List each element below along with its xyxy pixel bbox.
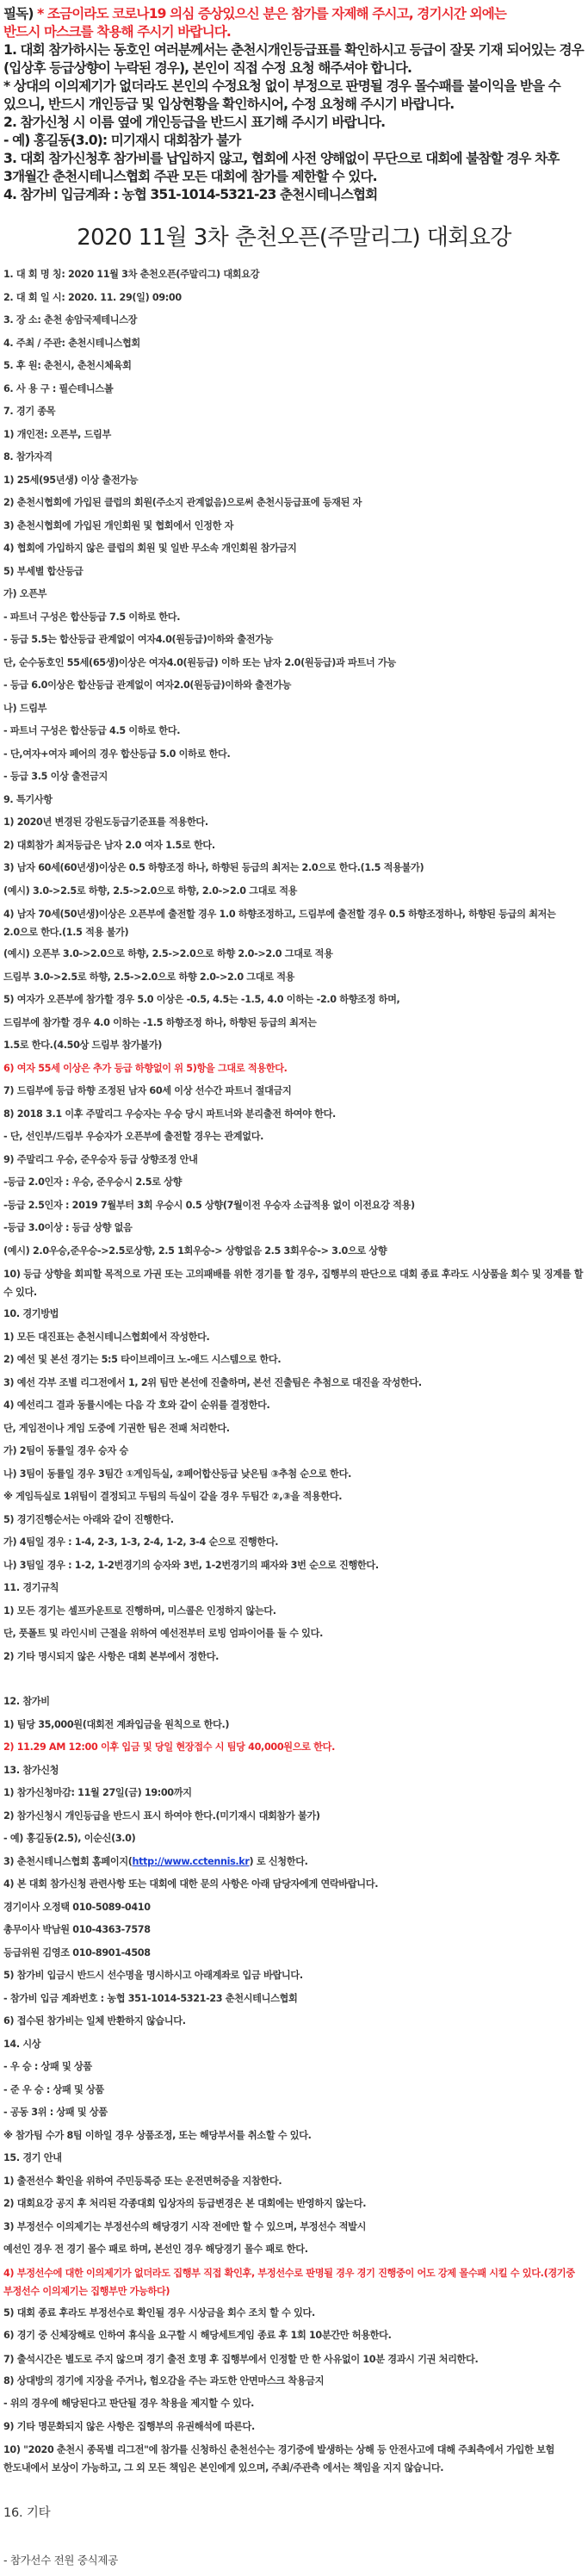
- body-line: [3, 835, 585, 858]
- body-line-text: 1) 참가신청마감: 11월 27일(금) 19:00까지: [3, 1787, 192, 1798]
- body-line-text: 가) 4팀일 경우 : 1-4, 2-3, 1-3, 2-4, 1-2, 3-4 순으로 진행한다.: [3, 1536, 279, 1548]
- body-line: [3, 1149, 585, 1172]
- body-line-text: 9) 주말리그 우승, 준우승자 등급 상향조정 안내: [3, 1153, 198, 1165]
- body-line-text: 4. 주최 / 주관: 춘천시테니스협회: [3, 337, 140, 349]
- body-line-text: 4) 예선리그 결과 동률시에는 다음 각 호와 같이 순위를 결정한다.: [3, 1400, 270, 1411]
- body-line-text: 13. 참가신청: [3, 1764, 59, 1776]
- body-line: [3, 2147, 585, 2170]
- body-line: [3, 1531, 585, 1555]
- body-line: [3, 2056, 585, 2079]
- body-line: [3, 1555, 585, 1578]
- notice-para-3: 2. 참가신청 시 이름 옆에 개인등급을 반드시 표기해 주시기 바랍니다.: [3, 115, 386, 130]
- body-line: [3, 1058, 585, 1081]
- body-line-text: - 파트너 구성은 합산등급 7.5 이하로 한다.: [3, 611, 181, 623]
- body-line: [3, 1303, 585, 1326]
- notice-warning: * 조금이라도 코로나19 의심 증상있으신 분은 참가를 자제해 주시고, 경기시간 외에는: [33, 6, 506, 22]
- body-line-text: - 우 승 : 상패 및 상품: [3, 2061, 92, 2072]
- body-line: [3, 1217, 585, 1240]
- body-line-text: 나) 드림부: [3, 702, 47, 714]
- body-line: [3, 1714, 585, 1737]
- body-line-text: 4) 협회에 가입하지 않은 클럽의 회원 및 일반 무소속 개인회원 참가금지: [3, 543, 297, 554]
- body-line: [3, 2325, 585, 2348]
- body-line: [3, 264, 585, 287]
- body-line-text: 3) 예선 각부 조별 리그전에서 1, 2위 팀만 본선에 진출하며, 본선 진출팀은 추첨으로 대진을 작성한다.: [3, 1376, 422, 1388]
- body-line: [3, 903, 585, 943]
- notice-line-2: 반드시 마스크를 착용해 주시기 바랍니다.: [3, 24, 231, 40]
- notice-para-1: 1. 대회 참가하시는 동호인 여러분께서는 춘천시개인등급표를 확인하시고 등급이 잘못 기재 되어있는 경우(입상후 등급상향이 누락된 경우), 본인이 직접 수정 요청 해주셔야 합니다.: [3, 42, 584, 76]
- body-line-text: 6) 경기 중 신체장해로 인하여 휴식을 요구할 시 해당세트게임 종료 후 1회 10분간만 허용한다.: [3, 2330, 392, 2341]
- body-line: [3, 1691, 585, 1714]
- body-line-text: 3) 부정선수 이의제기는 부정선수의 해당경기 시작 전에만 할 수 있으며, 부정선수 적발시: [3, 2220, 367, 2232]
- notice-para-5: 3. 대회 참가신청후 참가비를 납입하지 않고, 협회에 사전 양해없이 무단으로 대회에 불참할 경우 차후 3개월간 춘천시테니스협회 주관 모든 대회에 참가를 제한할 수 있다.: [3, 151, 563, 184]
- body-line-text: 6. 사 용 구 : 필슨테니스볼: [3, 382, 114, 394]
- body-line: [3, 2033, 585, 2057]
- body-line: [3, 583, 585, 606]
- body-line: [3, 355, 585, 378]
- body-line-text: (예시) 3.0->2.5로 하향, 2.5->2.0으로 하향, 2.0->2.0 그대로 적용: [3, 885, 298, 897]
- footer-note: - 참가선수 전원 중식제공: [3, 2554, 118, 2567]
- body-line: [3, 943, 585, 966]
- body-line-text: 9. 특기사항: [3, 793, 53, 805]
- body-line: [3, 2393, 585, 2416]
- body-line: [3, 2010, 585, 2033]
- body-line: [3, 1736, 585, 1760]
- body-line-text: 예선인 경우 전 경기 몰수 패로 하며, 본선인 경우 해당경기 몰수 패로 한다.: [3, 2244, 308, 2255]
- body-line-text: 2) 춘천시협회에 가입된 클럽의 회원(주소지 관계없음)으로써 춘천시등급표에 등재된 자: [3, 497, 362, 508]
- body-line-text: 2) 참가신청시 개인등급을 반드시 표시 하여야 한다.(미기재시 대회참가 불가): [3, 1809, 320, 1822]
- body-line: [3, 2370, 585, 2393]
- body-line: [3, 1103, 585, 1127]
- body-line: [3, 1080, 585, 1103]
- body-line-text: 나) 3팀이 동률일 경우 3팀간 ①게임득실, ②페어합산등급 낮은팀 ③추첨 순으로 한다.: [3, 1468, 351, 1480]
- notice-line-1: [3, 5, 585, 23]
- body-line-text: 경기이사 오정택 010-5089-0410: [3, 1901, 151, 1913]
- body-line-text: 5) 여자가 오픈부에 참가할 경우 5.0 이상은 -0.5, 4.5는 -1.5, 4.0 이하는 -2.0 하향조정 하며,: [3, 994, 400, 1005]
- body-line-text: 3) 춘천시테니스협회 홈페이지(: [3, 1855, 133, 1867]
- body-line-text: 1) 팀당 35,000원(대회전 계좌입금을 원칙으로 한다.): [3, 1718, 230, 1730]
- notice-prefix: 필독): [3, 6, 34, 22]
- body-line-text: ※ 참가팀 수가 8팀 이하일 경우 상품조정, 또는 해당부서를 취소할 수 있다.: [3, 2129, 312, 2141]
- body-line: [3, 606, 585, 630]
- body-line: [3, 2193, 585, 2216]
- body-line-text: - 등급 3.5 이상 출전금지: [3, 771, 108, 782]
- body-line-text: 1. 대 회 명 칭: 2020 11월 3차 춘천오픈(주말리그) 대회요강: [3, 269, 260, 280]
- body-line-text: 단, 풋폴트 및 라인시비 근절을 위하여 예선전부터 로빙 엄파이어를 둘 수 있다.: [3, 1628, 323, 1639]
- body-line: [3, 309, 585, 332]
- body-line-text: 1) 모든 경기는 셀프카운트로 진행하며, 미스콜은 인정하지 않는다.: [3, 1605, 276, 1617]
- body-line-text: 2) 대회요강 공지 후 처리된 각종대회 입상자의 등급변경은 본 대회에는 반영하지 않는다.: [3, 2198, 367, 2209]
- body-line-text: (예시) 2.0우승,준우승->2.5로상향, 2.5 1회우승-> 상향없음 2.5 3회우승-> 3.0으로 상향: [3, 1245, 387, 1257]
- body-line-text: 7. 경기 종목: [3, 406, 56, 417]
- body-line-text: 6) 여자 55세 이상은 추가 등급 하향없이 위 5)항을 그대로 적용한다.: [3, 1062, 288, 1074]
- document-body: [3, 264, 585, 2479]
- body-line: [3, 1418, 585, 1441]
- body-line: [3, 1440, 585, 1463]
- body-line: [3, 1965, 585, 1988]
- body-line-text: 4) 본 대회 참가신청 관련사항 또는 대회에 대한 문의 사항은 아래 담당자에게 연락바랍니다.: [3, 1878, 379, 1890]
- body-line-text: - 준 우 승 : 상패 및 상품: [3, 2083, 104, 2095]
- body-line: [3, 537, 585, 561]
- body-line-text: 10) 등급 상향을 회피할 목적으로 가권 또는 고의패배를 위한 경기를 할 경우, 집행부의 판단으로 대회 종료 후라도 시상품을 회수 및 징계를 할 수 있다.: [3, 1269, 584, 1298]
- page-title: 2020 11월 3차 춘천오픈(주말리그) 대회요강: [77, 225, 511, 251]
- body-line-text: 5) 부세별 합산등급: [3, 565, 84, 577]
- body-line: [3, 1782, 585, 1805]
- body-line: [3, 1623, 585, 1646]
- body-line: [3, 1326, 585, 1350]
- body-line: [3, 1195, 585, 1218]
- body-line: [3, 469, 585, 493]
- body-line-text: 2. 대 회 일 시: 2020. 11. 29(일) 09:00: [3, 291, 182, 303]
- body-line: [3, 1828, 585, 1851]
- body-line: [3, 652, 585, 675]
- body-line: [3, 629, 585, 652]
- body-line: [3, 811, 585, 835]
- body-line: [3, 2079, 585, 2102]
- body-line-text: 8) 상대방의 경기에 지장을 주거나, 험오감을 주는 과도한 안면마스크 착용금지: [3, 2374, 325, 2387]
- body-line: [3, 515, 585, 538]
- body-line: [3, 2302, 585, 2325]
- body-line-text: 15. 경기 안내: [3, 2152, 62, 2163]
- body-line-text: 5) 대회 종료 후라도 부정선수로 확인될 경우 시상금을 회수 조치 할 수 있다.: [3, 2306, 315, 2318]
- body-line: [3, 2238, 585, 2262]
- body-line: [3, 1263, 585, 1303]
- body-line: [3, 1240, 585, 1263]
- body-line: [3, 424, 585, 447]
- notice-para-6: 4. 참가비 입금계좌 : 농협 351-1014-5321-23 춘천시테니스협회: [3, 187, 378, 202]
- body-line-text: 7) 출석시간은 별도로 주지 않으며 경기 출전 호명 후 집행부에서 인정할 만 한 사유없이 10분 경과시 기권 처리한다.: [3, 2353, 479, 2365]
- body-line-text: 5) 참가비 입금시 반드시 선수명을 명시하시고 아래계좌로 입금 바랍니다.: [3, 1970, 303, 1981]
- body-line-text: 8) 2018 3.1 이후 주말리그 우승자는 우승 당시 파트너와 분리출전 하여야 한다.: [3, 1108, 336, 1120]
- body-line: [3, 287, 585, 310]
- body-line: [3, 2348, 585, 2370]
- body-line-text: 2) 11.29 AM 12:00 이후 입금 및 당일 현장접수 시 팀당 40,000원으로 한다.: [3, 1741, 335, 1753]
- body-line-text: 드림부에 참가할 경우 4.0 이하는 -1.5 하향조정 하나, 하향된 등급의 최저는: [3, 1016, 317, 1028]
- body-line: [3, 789, 585, 812]
- body-line: [3, 880, 585, 903]
- body-line-text: -등급 2.0인자 : 우승, 준우승시 2.5로 상향: [3, 1176, 183, 1188]
- body-line-text: 8. 참가자격: [3, 451, 53, 462]
- body-line: [3, 1509, 585, 1532]
- body-line-text: 1) 개인전: 오픈부, 드림부: [3, 428, 111, 440]
- body-line: [3, 1577, 585, 1600]
- body-line: [3, 1349, 585, 1372]
- body-line: [3, 1646, 585, 1669]
- body-line-text: 가) 2팀이 동률일 경우 승자 승: [3, 1445, 128, 1456]
- body-line-text: 1) 25세(95년생) 이상 출전가능: [3, 474, 139, 486]
- body-line: [3, 989, 585, 1012]
- body-line: [3, 1372, 585, 1395]
- body-line: [3, 2125, 585, 2148]
- body-line: [3, 698, 585, 721]
- body-line-text: 1) 2020년 변경된 강원도등급기준표를 적용한다.: [3, 816, 208, 828]
- body-line: [3, 1760, 585, 1783]
- body-line: [3, 1805, 585, 1828]
- body-line: [3, 1919, 585, 1942]
- body-line-text: - 공동 3위 : 상패 및 상품: [3, 2107, 108, 2118]
- body-line-text: 7) 드림부에 등급 하향 조정된 남자 60세 이상 선수간 파트너 절대금지: [3, 1085, 292, 1096]
- body-line-text: ※ 게임득실로 1위팀이 결정되고 두팀의 득실이 같을 경우 두팀간 ②,③을 적용한다.: [3, 1491, 343, 1502]
- body-line: [3, 2216, 585, 2239]
- body-line-text: ) 로 신청한다.: [249, 1855, 308, 1867]
- body-line: [3, 1851, 585, 1874]
- body-line-text: - 단,여자+여자 페어의 경우 합산등급 5.0 이하로 한다.: [3, 748, 231, 760]
- homepage-link[interactable]: http://www.cctennis.kr: [132, 1855, 250, 1867]
- body-line: [3, 2170, 585, 2194]
- body-line-text: 3) 남자 60세(60년생)이상은 0.5 하향조정 하나, 하향된 등급의 최저는 2.0으로 한다.(1.5 적용불가): [3, 862, 424, 873]
- notice-para-2: * 상대의 이의제기가 없더라도 본인의 수정요청 없이 부정으로 판명될 경우 몰수패를 불이익을 받을 수 있으니, 반드시 개인등급 및 입상현황을 확인하시어, 수정 요청해 주시기 바랍니다.: [3, 78, 565, 112]
- body-line-text: 등급위원 김영조 010-8901-4508: [3, 1946, 151, 1958]
- body-line-text: 5) 경기진행순서는 아래와 같이 진행한다.: [3, 1513, 174, 1525]
- spacer: [3, 1668, 585, 1691]
- body-line-text: 10) "2020 춘천시 종목별 리그전"에 참가를 신청하신 춘천선수는 경기중에 발생하는 상해 등 안전사고에 대해 주최측에서 가입한 보험 한도내에서 보상이 가능하고, 그 외 모든 책임은 본인에게 있으며, 주최/주관측 에서는 책임을 지지 않습니다.: [3, 2444, 554, 2474]
- body-line-text: - 등급 5.5는 합산등급 관계없이 여자4.0(원등급)이하와 출전가능: [3, 634, 274, 645]
- body-line: [3, 1942, 585, 1965]
- body-line: [3, 1463, 585, 1487]
- body-line-text: 10. 경기방법: [3, 1308, 59, 1319]
- body-line-text: 1) 출전선수 확인을 위하여 주민등록증 또는 운전면허증을 지참한다.: [3, 2175, 282, 2187]
- body-line-text: 총무이사 박남원 010-4363-7578: [3, 1924, 151, 1935]
- body-line: [3, 1012, 585, 1035]
- body-line: [3, 1600, 585, 1623]
- body-line-text: 6) 접수된 참가비는 일체 반환하지 않습니다.: [3, 2015, 186, 2027]
- body-line-text: 3. 장 소: 춘천 송암국제테니스장: [3, 314, 138, 326]
- body-line: [3, 446, 585, 469]
- body-line-text: - 파트너 구성은 합산등급 4.5 이하로 한다.: [3, 725, 181, 736]
- body-line-text: 9) 기타 명문화되지 않은 사항은 집행부의 유권해석에 따른다.: [3, 2420, 255, 2432]
- body-line-text: 11. 경기규칙: [3, 1582, 59, 1593]
- notice-para-4: - 예) 홍길동(3.0): 미기재시 대회참가 불가: [3, 133, 241, 148]
- body-line-text: 드림부 3.0->2.5로 하향, 2.5->2.0으로 하향 2.0->2.0 그대로 적용: [3, 971, 295, 983]
- body-line-text: 4) 남자 70세(50년생)이상은 오픈부에 출전할 경우 1.0 하향조정하고, 드림부에 출전할 경우 0.5 하향조정하나, 하향된 등급의 최저는 2.0으로 한다.(1.5 적용 불가): [3, 909, 556, 938]
- body-line-text: 5. 후 원: 춘천시, 춘천시체육회: [3, 360, 132, 371]
- body-line-text: 2) 예선 및 본선 경기는 5:5 타이브레이크 노-애드 시스템으로 한다.: [3, 1354, 282, 1365]
- body-line: [3, 743, 585, 767]
- body-line-text: 1.5로 한다.(4.50상 드림부 참가불가): [3, 1040, 163, 1051]
- body-line-text: - 단, 선인부/드림부 우승자가 오픈부에 출전할 경우는 관계없다.: [3, 1131, 264, 1142]
- body-line-text: - 위의 경우에 해당된다고 판단될 경우 착용을 제지할 수 있다.: [3, 2398, 255, 2409]
- body-line-text: 2) 대회참가 최저등급은 남자 2.0 여자 1.5로 한다.: [3, 839, 215, 851]
- body-line-text: -등급 2.5인자 : 2019 7월부터 3회 우승시 0.5 상향(7월이전 우승자 소급적용 없이 이전요강 적용): [3, 1199, 415, 1211]
- body-line-text: 단, 게임전이나 게임 도중에 기권한 팀은 전패 처리한다.: [3, 1422, 230, 1434]
- body-line: [3, 378, 585, 401]
- body-line-text: 4) 부정선수에 대한 이의제기가 없더라도 집행부 직접 확인후, 부정선수로 판명될 경우 경기 진행중이 어도 강제 몰수패 시킬 수 있다.(경기중 부정선수 이의제기는 집행부만 가능하다): [3, 2267, 575, 2297]
- body-line: [3, 857, 585, 880]
- body-line: [3, 1988, 585, 2011]
- body-line-text: - 예) 홍길동(2.5), 이순신(3.0): [3, 1833, 136, 1844]
- body-line: [3, 1126, 585, 1149]
- body-line: [3, 720, 585, 743]
- body-line: [3, 1896, 585, 1920]
- body-line: [3, 1873, 585, 1896]
- body-line: [3, 966, 585, 990]
- body-line-text: 1) 모든 대진표는 춘천시테니스협회에서 작성한다.: [3, 1331, 210, 1343]
- body-line: [3, 766, 585, 789]
- body-line: [3, 561, 585, 584]
- body-line-text: 3) 춘천시협회에 가입된 개인회원 및 협회에서 인정한 자: [3, 519, 234, 531]
- body-line: [3, 400, 585, 424]
- body-line-text: 12. 참가비: [3, 1696, 50, 1707]
- body-line: [3, 2101, 585, 2125]
- body-line: [3, 2262, 585, 2302]
- body-line-text: 14. 시상: [3, 2038, 41, 2050]
- notice-block: [3, 5, 585, 204]
- body-line-text: 2) 기타 명시되지 않은 사항은 대회 본부에서 정한다.: [3, 1650, 220, 1662]
- body-line: [3, 1034, 585, 1058]
- body-line: [3, 2438, 585, 2479]
- body-line: [3, 1171, 585, 1195]
- body-line: [3, 492, 585, 515]
- body-line: [3, 332, 585, 356]
- body-line-text: (예시) 오픈부 3.0->2.0으로 하향, 2.5->2.0으로 하향 2.0->2.0 그대로 적용: [3, 948, 333, 959]
- section-heading-etc: 16. 기타: [3, 2506, 51, 2520]
- body-line: [3, 674, 585, 698]
- body-line-text: 가) 오픈부: [3, 588, 47, 599]
- body-line: [3, 1486, 585, 1509]
- body-line-text: -등급 3.0이상 : 등급 상향 없음: [3, 1222, 133, 1233]
- body-line-text: - 등급 6.0이상은 합산등급 관계없이 여자2.0(원등급)이하와 출전가능: [3, 680, 292, 691]
- body-line-text: - 참가비 입금 계좌번호 : 농협 351-1014-5321-23 춘천시테니스협회: [3, 1992, 298, 2004]
- body-line: [3, 2416, 585, 2439]
- body-line-text: 단, 순수동호인 55세(65생)이상은 여자4.0(원등급) 이하 또는 남자 2.0(원등급)과 파트너 가능: [3, 656, 396, 668]
- body-line-text: 나) 3팀일 경우 : 1-2, 1-2번경기의 승자와 3번, 1-2번경기의 패자와 3번 순으로 진행한다.: [3, 1559, 379, 1571]
- body-line: [3, 1394, 585, 1418]
